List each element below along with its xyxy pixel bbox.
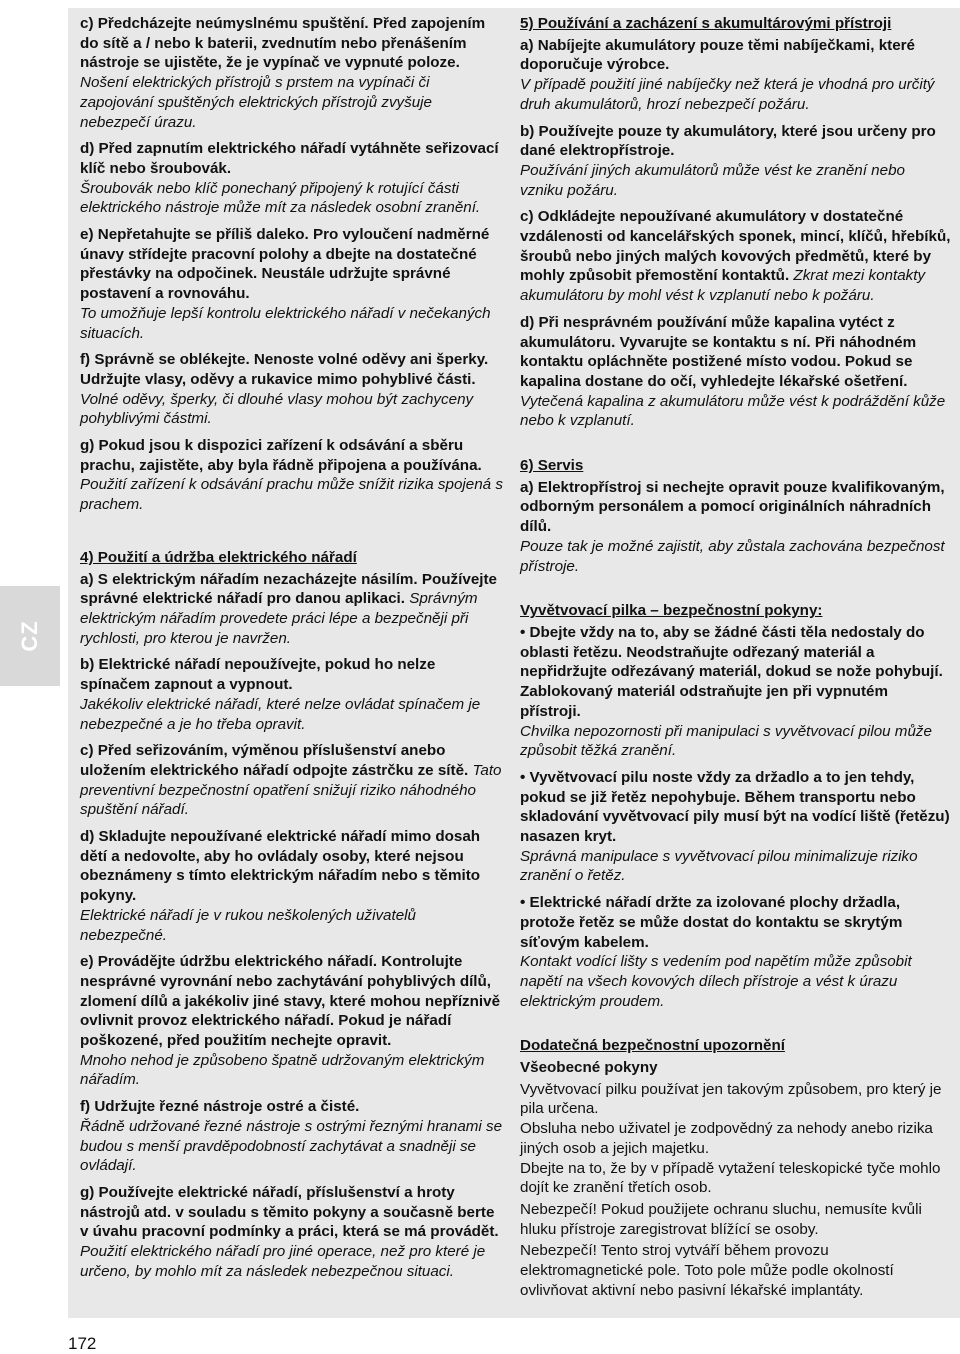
paragraph-d-italic: Šroubovák nebo klíč ponechaný připojený k rotující části elektrického nástroje může mít za následek osobní zranění. <box>80 179 481 217</box>
section-5b <box>520 122 952 201</box>
paragraph-e <box>80 225 506 343</box>
general-note-1: Vyvětvovací pilku používat jen takovým způsobem, pro který je pila určena. <box>520 1080 942 1118</box>
right-column <box>520 14 952 1300</box>
paragraph-d <box>80 139 506 218</box>
section-4g-bold: g) Používejte elektrické nářadí, příslušenství a hroty nástrojů atd. v souladu s těmito pokyny a současně berte v úvahu pracovní podmínky a práci, která se má provádět. <box>80 1183 499 1241</box>
section-5a <box>520 36 952 115</box>
additional-safety-title: Dodatečná bezpečnostní upozornění <box>520 1037 785 1055</box>
pilka-point-2 <box>520 768 952 886</box>
pilka-point-1-italic: Chvilka nepozornosti při manipulaci s vyvětvovací pilou může způsobit těžká zranění. <box>520 722 932 760</box>
paragraph-f-italic: Volné oděvy, šperky, či dlouhé vlasy mohou být zachyceny pohyblivými částmi. <box>80 390 474 428</box>
paragraph-e-italic: To umožňuje lepší kontrolu elektrického nářadí v nečekaných situacích. <box>80 304 491 342</box>
left-column <box>80 14 506 1288</box>
language-tab-label: CZ <box>17 620 42 652</box>
section-4-title: 4) Použití a údržba elektrického nářadí <box>80 548 357 566</box>
pilka-point-1-bold: • Dbejte vždy na to, aby se žádné části těla nedostaly do oblasti řetězu. Neodstraňujte odřezaný materiál a nepřidržujte odřezávaný materiál, dokud se nože pohybují. Zablokovaný materiál odstraňujte jen při vypnutém přístroji. <box>520 623 943 720</box>
section-5a-italic: V případě použití jiné nabíječky než která je vhodná pro určitý druh akumulátorů, hrozí nebezpečí požáru. <box>520 76 935 113</box>
paragraph-g-bold: g) Pokud jsou k dispozici zařízení k odsávání a sběru prachu, zajistěte, aby byla řádně připojena a používána. <box>80 437 482 474</box>
manual-page-content <box>68 8 960 1318</box>
general-note-4: Nebezpečí! Pokud použijete ochranu sluchu, nemusíte kvůli hluku přístroje zaregistrovat blížící se osoby. <box>520 1200 922 1238</box>
section-6a-italic: Pouze tak je možné zajistit, aby zůstala zachována bezpečnost přístroje. <box>520 537 945 575</box>
section-5d-bold: d) Při nesprávném používání může kapalina vytéct z akumulátoru. Vyvarujte se kontaktu s ní. Při náhodném kontaktu opláchněte postižené místo vodou. Pokud se kapalina dostane do očí, vyhledejte lékařské ošetření. <box>520 313 917 390</box>
section-4c-bold: c) Před seřizováním, výměnou příslušenství anebo uložením elektrického nářadí odpojte zástrčku ze sítě. <box>80 742 469 779</box>
section-4f-bold: f) Udržujte řezné nástroje ostré a čisté. <box>80 1098 360 1116</box>
section-4a-italic: Správným elektrickým nářadím provedete práci lépe a bezpečněji při rychlosti, pro kterou je navržen. <box>80 590 478 647</box>
paragraph-d-bold: d) Před zapnutím elektrického nářadí vytáhněte seřizovací klíč nebo šroubovák. <box>80 140 499 177</box>
section-6a-bold: a) Elektropřístroj si nechejte opravit pouze kvalifikovaným, odborným personálem a pomocí originálních náhradních dílů. <box>520 478 945 536</box>
section-4d <box>80 827 506 945</box>
section-4d-italic: Elektrické nářadí je v rukou neškolených uživatelů nebezpečné. <box>80 906 416 944</box>
section-4b-italic: Jakékoliv elektrické nářadí, které nelze ovládat spínačem je nebezpečné a je ho třeba opravit. <box>80 695 481 733</box>
paragraph-f <box>80 350 506 429</box>
section-4g-italic: Použití elektrického nářadí pro jiné operace, než pro které je určeno, by mohlo mít za následek nebezpečnou situaci. <box>80 1243 486 1280</box>
paragraph-c-italic: Nošení elektrických přístrojů s prstem na vypínači či zapojování spuštěných elektrických přístrojů zvyšuje nebezpečí úrazu. <box>80 74 433 131</box>
section-4g <box>80 1183 506 1282</box>
general-note-2: Obsluha nebo uživatel je zodpovědný za nehody anebo rizika jiných osob a jejich majetku. <box>520 1120 933 1157</box>
paragraph-e-bold: e) Nepřetahujte se příliš daleko. Pro vyloučení nadměrné únavy střídejte pracovní polohy a dbejte na dostatečné přestávky na odpočinek. Neustále udržujte správné postavení a rovnováhu. <box>80 226 490 303</box>
section-4a <box>80 570 506 649</box>
section-6a <box>520 478 952 577</box>
section-5d <box>520 313 952 431</box>
section-5b-bold: b) Používejte pouze ty akumulátory, které jsou určeny pro dané elektropřístroje. <box>520 122 936 160</box>
paragraph-c <box>80 14 506 132</box>
pilka-point-2-italic: Správná manipulace s vyvětvovací pilou minimalizuje riziko zranění o řetěz. <box>520 847 918 885</box>
section-5c <box>520 207 952 306</box>
general-instructions-label: Všeobecné pokyny <box>520 1059 658 1077</box>
general-instructions-heading <box>520 1058 952 1078</box>
language-tab <box>0 586 60 686</box>
pilka-safety-title: Vyvětvovací pilka – bezpečnostní pokyny: <box>520 602 823 620</box>
section-4c-italic: Tato preventivní bezpečnostní opatření snižují riziko náhodného spuštění nářadí. <box>80 761 502 819</box>
section-4c <box>80 741 506 820</box>
general-note-3: Dbejte na to, že by v případě vytažení teleskopické tyče mohlo dojít ke zranění třetích osob. <box>520 1159 941 1197</box>
section-4e-bold: e) Provádějte údržbu elektrického nářadí. Kontrolujte nesprávné vyrovnání nebo zachytávání pohyblivých dílů, zlomení dílů a jakékoliv jiné stavy, které mohou nepříznivě ovlivnit provoz elektrického nářadí. Pokud je nářadí poškozené, před použitím nechejte opravit. <box>80 953 501 1050</box>
section-5a-bold: a) Nabíjejte akumulátory pouze těmi nabíječkami, které doporučuje výrobce. <box>520 36 916 74</box>
pilka-point-3 <box>520 893 952 1011</box>
general-note-5: Nebezpečí! Tento stroj vytváří během provozu elektromagnetické pole. Toto pole může podle okolností ovlivňovat aktivní nebo pasivní lékařské implantáty. <box>520 1242 894 1299</box>
section-4b-bold: b) Elektrické nářadí nepoužívejte, pokud ho nelze spínačem zapnout a vypnout. <box>80 656 436 694</box>
section-6-title: 6) Servis <box>520 457 584 475</box>
section-5-title: 5) Používání a zacházení s akumultárovými přístroji <box>520 15 892 32</box>
pilka-point-3-bold: • Elektrické nářadí držte za izolované plochy držadla, protože řetěz se může dostat do kontaktu se skrytým síťovým kabelem. <box>520 894 903 951</box>
section-5c-italic: Zkrat mezi kontakty akumulátoru by mohl vést k vzplanutí nebo k požáru. <box>520 267 926 305</box>
section-4e <box>80 952 506 1090</box>
section-4d-bold: d) Skladujte nepoužívané elektrické nářadí mimo dosah dětí a nedovolte, aby ho ovládaly osoby, které nejsou obeznámeny s tímto elektrickým nářadím nebo s těmito pokyny. <box>80 828 481 905</box>
pilka-point-2-bold: • Vyvětvovací pilu noste vždy za držadlo a to jen tehdy, pokud se již řetěz nepohybuje. Během transportu nebo skladování vyvětvovací pily musí být na vodící liště (řetězu) nasazen kryt. <box>520 768 950 846</box>
section-4a-bold: a) S elektrickým nářadím nezacházejte násilím. Používejte správné elektrické nářadí pro danou aplikaci. <box>80 570 497 608</box>
paragraph-f-bold: f) Správně se oblékejte. Nenoste volné oděvy ani šperky. Udržujte vlasy, oděvy a rukavice mimo pohyblivé části. <box>80 351 489 388</box>
section-4f-italic: Řádně udržované řezné nástroje s ostrými řeznými hranami se budou s menší pravděpodobností zachytávat a snadněji se ovládají. <box>80 1117 503 1175</box>
paragraph-g-italic: Použití zařízení k odsávání prachu může snížit rizika spojená s prachem. <box>80 476 503 514</box>
pilka-point-1 <box>520 623 952 761</box>
section-4e-italic: Mnoho nehod je způsobeno špatně udržovaným elektrickým nářadím. <box>80 1051 485 1089</box>
pilka-point-3-italic: Kontakt vodící lišty s vedením pod napětím může způsobit napětí na všech kovových dílech přístroje a vést k úrazu elektrickým proudem. <box>520 953 912 1010</box>
section-4f <box>80 1097 506 1176</box>
section-5c-bold: c) Odkládejte nepoužívané akumulátory v dostatečné vzdálenosti od kancelářských sponek, mincí, klíčů, hřebíků, šroubů nebo jiných malých kovových předmětů, které by mohly způsobit přemostění kontaktů. <box>520 208 951 285</box>
section-5d-italic: Vytečená kapalina z akumulátoru může vést k podráždění kůže nebo k vzplanutí. <box>520 392 946 430</box>
paragraph-c-bold: c) Předcházejte neúmyslnému spuštění. Před zapojením do sítě a / nebo k baterii, zvednutím nebo přenášením nástroje se ujistěte, že je vypínač ve vypnuté poloze. <box>80 15 486 72</box>
page-number: 172 <box>68 1334 97 1353</box>
paragraph-g <box>80 436 506 515</box>
section-5b-italic: Používání jiných akumulátorů může vést ke zranění nebo vzniku požáru. <box>520 161 905 199</box>
section-4b <box>80 655 506 734</box>
